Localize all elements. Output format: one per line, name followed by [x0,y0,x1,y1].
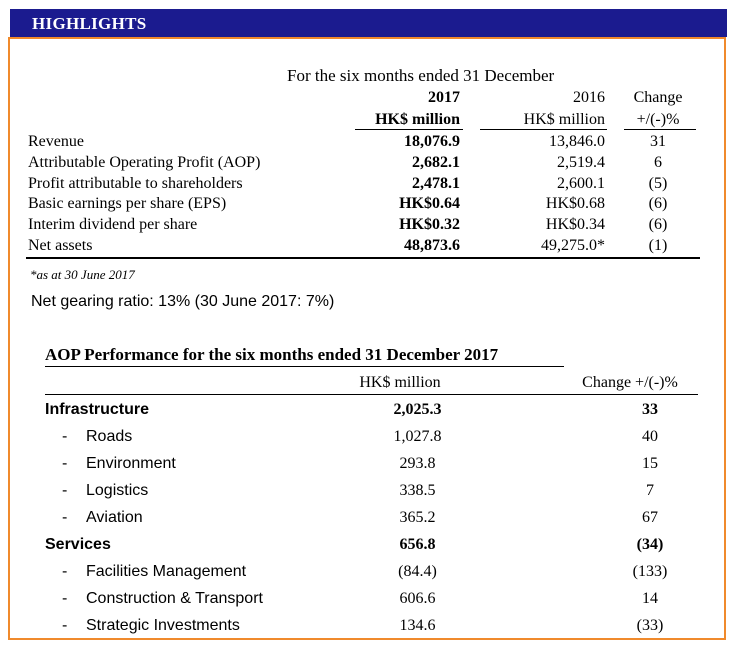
aop-row-amount: 365.2 [399,509,436,526]
highlight-row-change: (6) [648,195,668,212]
highlight-row-2016: 49,275.0* [541,237,605,254]
col-2017-unit: HK$ million [375,111,460,128]
highlight-row-2016: 2,600.1 [557,175,605,192]
highlight-row-label: Revenue [28,133,84,150]
highlight-row-change: 31 [650,133,666,150]
aop-row-change: 7 [646,482,654,499]
aop-row-change: 67 [642,509,658,526]
highlight-row-2017: HK$0.32 [399,216,460,233]
aop-title-underline [45,366,564,367]
aop-row-change: 40 [642,428,658,445]
aop-row-dash: - [62,509,68,526]
aop-row-amount: 338.5 [399,482,436,499]
highlight-row-2017: 2,682.1 [412,154,460,171]
aop-row-amount: 2,025.3 [393,401,442,418]
aop-row-change: (33) [636,617,664,634]
col-change-underline [624,129,696,130]
highlight-row-2016: HK$0.68 [545,195,605,212]
aop-row-label: Infrastructure [45,401,150,418]
col-change-1: Change [633,89,683,106]
col-2016-year: 2016 [573,89,605,106]
aop-row-label: Environment [86,455,176,472]
highlight-row-2017: HK$0.64 [399,195,460,212]
highlight-row-change: (5) [648,175,668,192]
highlight-row-label: Basic earnings per share (EPS) [28,195,227,212]
aop-row-dash: - [62,617,68,634]
highlight-row-2017: 2,478.1 [412,175,460,192]
highlight-row-2016: 2,519.4 [557,154,605,171]
highlights-title: HIGHLIGHTS [32,14,147,33]
highlight-row-2017: 48,873.6 [404,237,460,254]
aop-row-amount: 293.8 [399,455,436,472]
aop-row-label: Services [45,536,111,553]
col-2017-underline [355,129,463,130]
aop-row-dash: - [62,482,68,499]
aop-row-label: Aviation [86,509,143,526]
highlights-header [10,9,727,37]
highlight-row-change: (6) [648,216,668,233]
highlight-row-label: Net assets [28,237,93,254]
aop-col-change: Change +/(-)% [582,374,678,391]
highlight-row-2017: 18,076.9 [404,133,460,150]
aop-row-change: (34) [636,536,664,553]
aop-title: AOP Performance for the six months ended 31 December 2017 [45,345,499,364]
aop-row-change: (133) [632,563,668,580]
highlight-row-change: 6 [654,154,662,171]
col-2017-year: 2017 [428,89,460,106]
footnote: *as at 30 June 2017 [30,267,135,282]
gearing-ratio: Net gearing ratio: 13% (30 June 2017: 7%) [31,293,335,310]
aop-row-dash: - [62,455,68,472]
highlight-row-label: Interim dividend per share [28,216,198,233]
aop-row-label: Facilities Management [86,563,247,580]
aop-row-label: Logistics [86,482,149,499]
period-heading: For the six months ended 31 December [287,66,555,85]
highlights-bottom-rule [26,257,700,259]
aop-row-amount: 134.6 [399,617,436,634]
aop-row-amount: 656.8 [399,536,436,553]
highlight-row-label: Attributable Operating Profit (AOP) [28,154,261,171]
col-2016-underline [480,129,607,130]
aop-header-rule [45,394,698,395]
highlight-row-label: Profit attributable to shareholders [28,175,243,192]
aop-row-amount: (84.4) [398,563,437,580]
aop-row-label: Strategic Investments [86,617,240,634]
aop-row-label: Construction & Transport [86,590,263,607]
aop-row-amount: 606.6 [399,590,436,607]
aop-row-dash: - [62,590,68,607]
highlight-row-change: (1) [648,237,668,254]
aop-row-change: 14 [642,590,658,607]
aop-row-dash: - [62,428,68,445]
aop-row-dash: - [62,563,68,580]
aop-row-label: Roads [86,428,133,445]
highlight-row-2016: 13,846.0 [549,133,605,150]
aop-row-change: 15 [642,455,658,472]
col-change-2: +/(-)% [636,111,680,128]
aop-row-amount: 1,027.8 [393,428,442,445]
aop-col-amount: HK$ million [359,374,441,391]
highlight-row-2016: HK$0.34 [545,216,605,233]
aop-row-change: 33 [642,401,658,418]
col-2016-unit: HK$ million [523,111,605,128]
